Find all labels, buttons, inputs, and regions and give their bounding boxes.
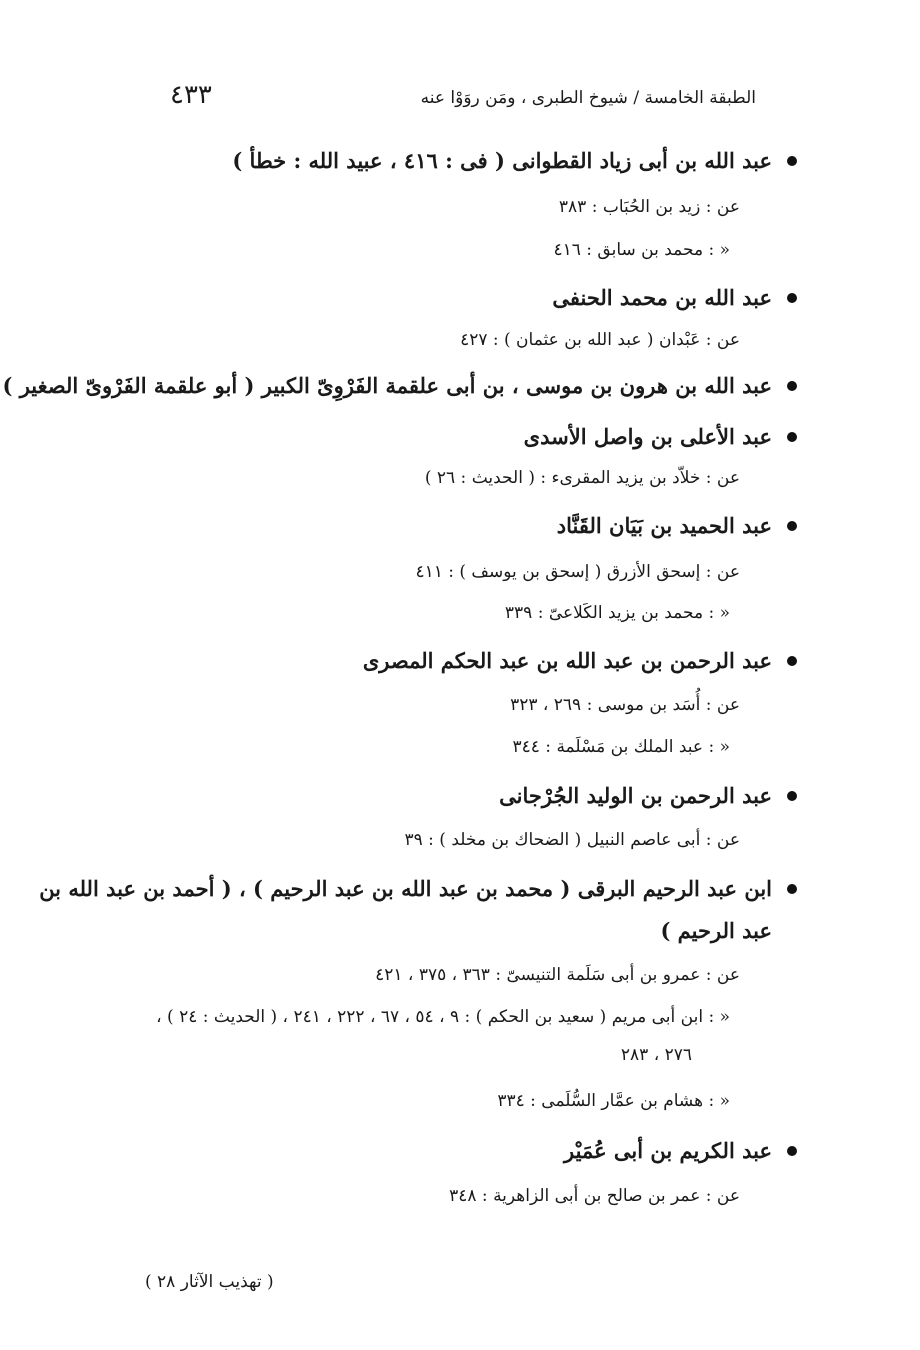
entry-heading: عبد الله بن هرون بن موسى ، بن أبى علقمة الفَرْوِىّ الكبير ( أبو علقمة الفَرْوىّ الصغير ) [2, 373, 772, 398]
entry-source-line: عن : زيد بن الحُبَاب : ٣٨٣ [558, 197, 740, 217]
entry-source-line: « : هشام بن عمَّار السُّلَمى : ٣٣٤ [497, 1091, 730, 1111]
entry-heading-continuation: عبد الرحيم ) [660, 918, 772, 943]
entry-heading: عبد الكريم بن أبى عُمَيْر [564, 1138, 772, 1163]
page-footer-signature: ( تهذيب الآثار ٢٨ ) [145, 1272, 274, 1292]
entry-heading: عبد الرحمن بن الوليد الجُرْجانى [499, 783, 772, 808]
entry-source-line: عن : إسحق الأزرق ( إسحق بن يوسف ) : ٤١١ [415, 562, 740, 582]
entry-source-continuation: ٢٧٦ ، ٢٨٣ [620, 1045, 692, 1065]
entry-heading: عبد الله بن أبى زياد القطوانى ( فى : ٤١٦ ، عبيد الله : خطأ ) [232, 148, 772, 173]
entry-source-line: عن : عمر بن صالح بن أبى الزاهرية : ٣٤٨ [449, 1186, 740, 1206]
entry-heading: عبد الأعلى بن واصل الأسدى [523, 424, 772, 449]
entry-source-line: « : عبد الملك بن مَسْلَمة : ٣٤٤ [512, 737, 730, 757]
page-number: ٤٣٣ [170, 80, 212, 110]
running-head: الطبقة الخامسة / شيوخ الطبرى ، ومَن روَوْا عنه [420, 88, 756, 108]
entry-heading: ابن عبد الرحيم البرقى ( محمد بن عبد الله بن عبد الرحيم ) ، ( أحمد بن عبد الله بن [39, 876, 772, 901]
entry-source-line: « : محمد بن يزيد الكَلاعىّ : ٣٣٩ [504, 603, 730, 623]
entry-source-line: « : ابن أبى مريم ( سعيد بن الحكم ) : ٩ ، ٥٤ ، ٦٧ ، ٢٢٢ ، ٢٤١ ، ( الحديث : ٢٤ ) ، [156, 1007, 730, 1027]
entry-source-line: عن : أبى عاصم النبيل ( الضحاك بن مخلد ) : ٣٩ [404, 830, 740, 850]
entry-source-line: « : محمد بن سابق : ٤١٦ [553, 240, 730, 260]
page-header [0, 80, 920, 120]
entry-heading: عبد الله بن محمد الحنفى [552, 285, 772, 310]
entry-source-line: عن : أُسَد بن موسى : ٢٦٩ ، ٣٢٣ [510, 695, 740, 715]
entry-source-line: عن : عمرو بن أبى سَلَمة التنيسىّ : ٣٦٣ ، ٣٧٥ ، ٤٢١ [375, 965, 740, 985]
entry-heading: عبد الحميد بن بَيَان القَنَّاد [556, 513, 772, 538]
entry-source-line: عن : عَبْدان ( عبد الله بن عثمان ) : ٤٢٧ [460, 330, 740, 350]
entry-heading: عبد الرحمن بن عبد الله بن عبد الحكم المصرى [362, 648, 772, 673]
entry-source-line: عن : خلاّد بن يزيد المقرىء : ( الحديث : ٢٦ ) [424, 468, 740, 488]
